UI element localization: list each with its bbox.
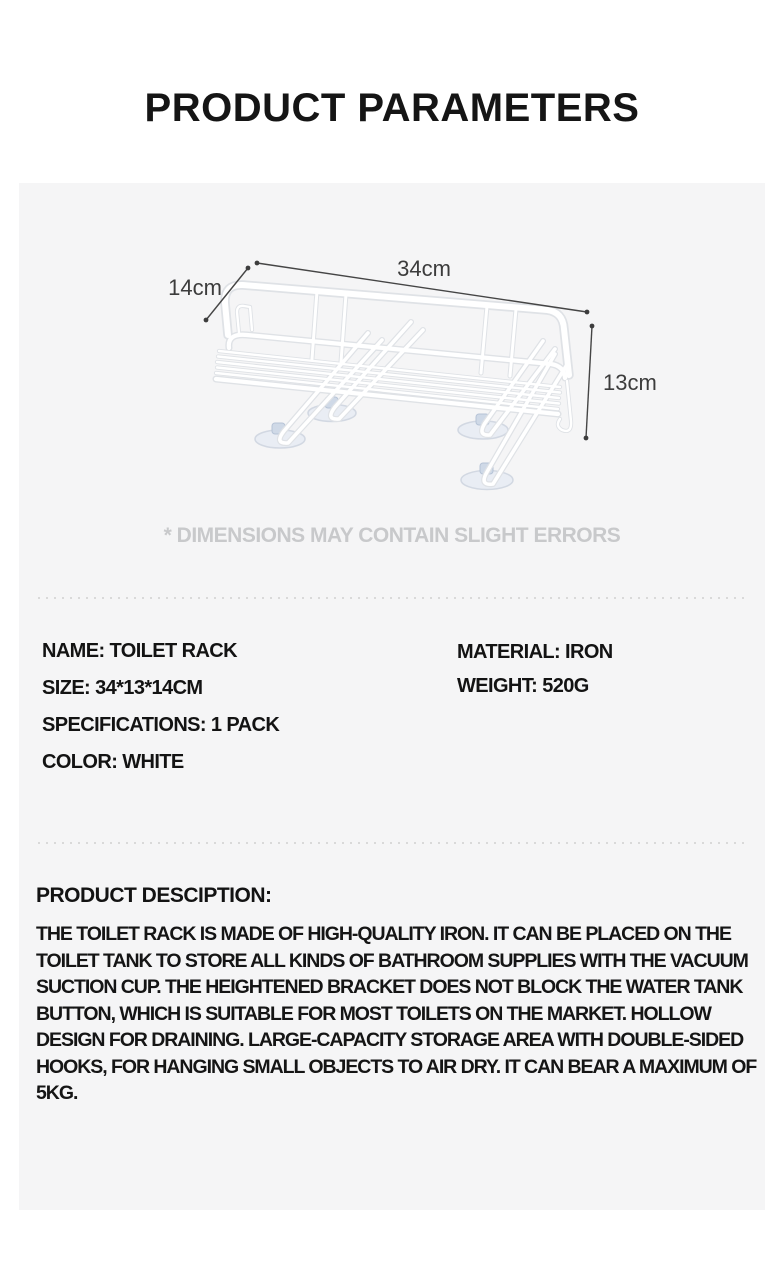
spec-weight: WEIGHT: 520G (457, 675, 589, 697)
spec-name: NAME: TOILET RACK (42, 640, 237, 662)
dotted-divider-bottom (38, 842, 746, 844)
suction-cups (255, 397, 513, 490)
spec-column-right (457, 635, 613, 703)
spec-column-left (42, 633, 279, 781)
dimension-disclaimer: * DIMENSIONS MAY CONTAIN SLIGHT ERRORS (163, 524, 621, 547)
spec-material: MATERIAL: IRON (457, 641, 613, 663)
description-heading: PRODUCT DESCIPTION: (36, 884, 272, 907)
product-info-panel (19, 183, 765, 1210)
spec-size: SIZE: 34*13*14CM (42, 677, 203, 699)
dimension-height-label: 13cm (603, 370, 657, 395)
spec-color: COLOR: WHITE (42, 751, 184, 773)
dotted-divider-top (38, 597, 746, 599)
page-title: PRODUCT PARAMETERS (144, 86, 640, 130)
dimension-depth-label: 14cm (168, 275, 222, 300)
description-body: THE TOILET RACK IS MADE OF HIGH-QUALITY IRON. IT CAN BE PLACED ON THE TOILET TANK TO STORE ALL KINDS OF BATHROOM SUPPLIES WITH THE VACUUM SUCTION CUP. THE HEIGHTENED BRACKET DOES NOT BLOCK THE WATER TANK BUTTON, WHICH IS SUITABLE FOR MOST TOILETS ON THE MARKET. HOLLOW DESIGN FOR DRAINING. LARGE-CAPACITY STORAGE AREA WITH DOUBLE-SIDED HOOKS, FOR HANGING SMALL OBJECTS TO AIR DRY. IT CAN BEAR A MAXIMUM OF 5KG. (36, 923, 757, 1104)
product-illustration (19, 183, 765, 523)
spec-specifications: SPECIFICATIONS: 1 PACK (42, 714, 280, 736)
dimension-width-label: 34cm (397, 256, 451, 281)
